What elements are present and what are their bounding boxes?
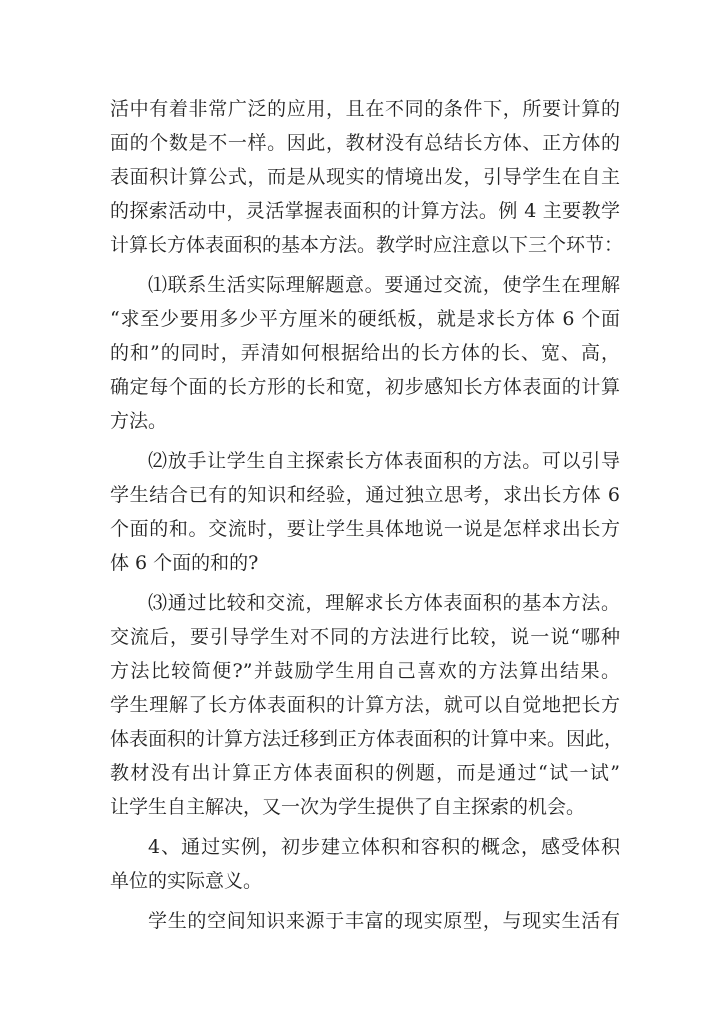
text-line: ⑵放手让学生自主探索长方体表面积的方法。可以引导 xyxy=(148,450,620,472)
paragraph-intro xyxy=(110,92,624,262)
paragraph-step-3 xyxy=(110,586,624,824)
text-line: 交流后，要引导学生对不同的方法进行比较，说一说“哪种 xyxy=(110,626,620,648)
text-line: 的探索活动中，灵活掌握表面积的计算方法。例 4 主要教学 xyxy=(110,200,620,222)
text-line: ⑶通过比较和交流，理解求长方体表面积的基本方法。 xyxy=(148,592,620,614)
paragraph-step-1 xyxy=(110,268,620,438)
text-line: ⑴联系生活实际理解题意。要通过交流，使学生在理解 xyxy=(148,274,620,296)
text-line: 让学生自主解决，又一次为学生提供了自主探索的机会。 xyxy=(110,796,586,818)
text-line: 活中有着非常广泛的应用，且在不同的条件下，所要计算的 xyxy=(110,98,620,120)
paragraph-step-2 xyxy=(110,444,620,580)
text-line: 计算长方体表面积的基本方法。教学时应注意以下三个环节： xyxy=(110,234,624,256)
text-line: 体表面积的计算方法迁移到正方体表面积的计算中来。因此， xyxy=(110,728,624,750)
text-line: 4、通过实例，初步建立体积和容积的概念，感受体积 xyxy=(148,836,620,858)
text-line: 个面的和。交流时，要让学生具体地说一说是怎样求出长方 xyxy=(110,518,620,540)
document-body xyxy=(110,92,624,938)
text-line: 学生结合已有的知识和经验，通过独立思考，求出长方体 6 xyxy=(110,484,620,506)
text-line: 教材没有出计算正方体表面积的例题，而是通过“试一试” xyxy=(110,762,620,784)
text-line: 体 6 个面的和的? xyxy=(110,552,259,574)
text-line: “求至少要用多少平方厘米的硬纸板，就是求长方体 6 个面 xyxy=(110,308,620,330)
text-line: 表面积计算公式，而是从现实的情境出发，引导学生在自主 xyxy=(110,166,620,188)
paragraph-point-4 xyxy=(110,830,620,898)
paragraph-final xyxy=(110,904,620,938)
text-line: 单位的实际意义。 xyxy=(110,870,263,892)
text-line: 面的个数是不一样。因此，教材没有总结长方体、正方体的 xyxy=(110,132,620,154)
text-line: 的和”的同时，弄清如何根据给出的长方体的长、宽、高， xyxy=(110,342,620,364)
text-line: 确定每个面的长方形的长和宽，初步感知长方体表面的计算 xyxy=(110,376,620,398)
text-line: 方法比较简便?”并鼓励学生用自己喜欢的方法算出结果。 xyxy=(110,660,620,682)
text-line: 学生理解了长方体表面积的计算方法，就可以自觉地把长方 xyxy=(110,694,620,716)
text-line: 方法。 xyxy=(110,410,168,432)
text-line: 学生的空间知识来源于丰富的现实原型，与现实生活有 xyxy=(148,910,620,932)
